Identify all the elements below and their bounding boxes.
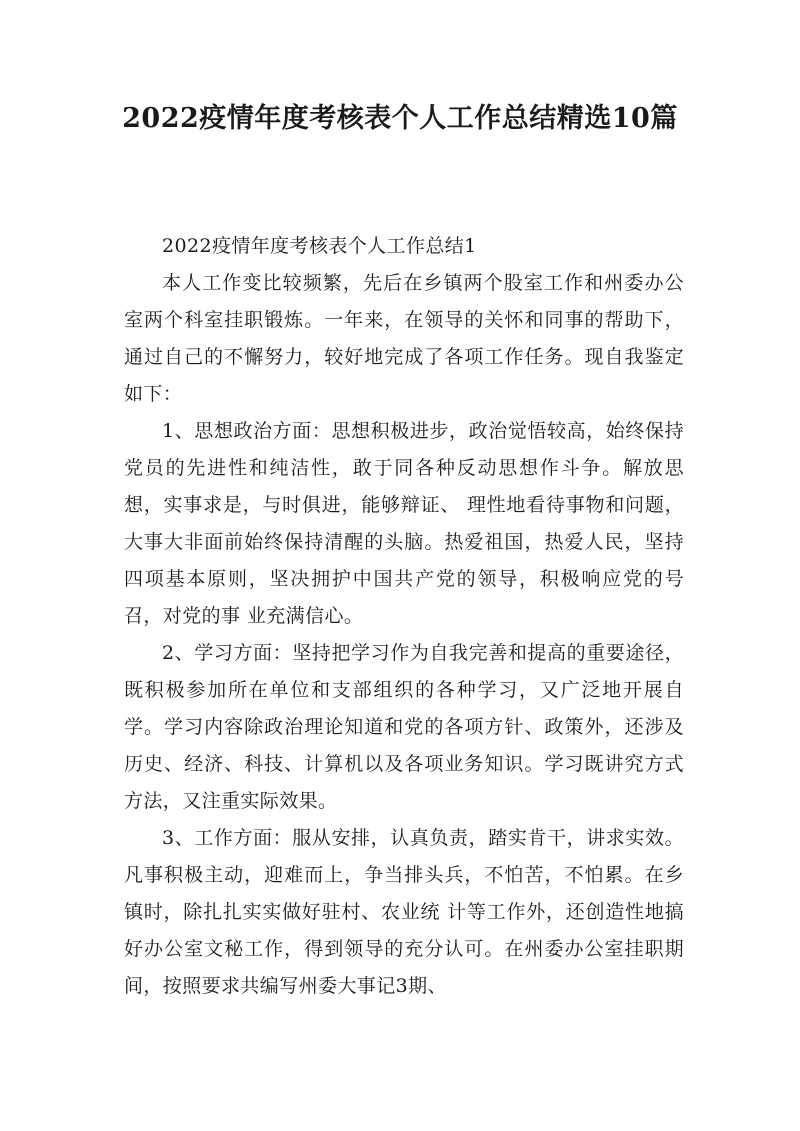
paragraph-political: 1、思想政治方面：思想积极进步，政治觉悟较高，始终保持党员的先进性和纯洁性，敢于同各种反动思想作斗争。解放思想，实事求是，与时俱进，能够辩证、 理性地看待事物和问题，大事大非面前始终保持清醒的头脑。热爱祖国，热爱人民，坚持四项基本原则，坚决拥护中国共产党的领导，积极响应党的号召，对党的事 业充满信心。 [124, 420, 684, 627]
section-heading: 2022疫情年度考核表个人工作总结1 [162, 235, 477, 257]
paragraph-intro: 本人工作变比较频繁，先后在乡镇两个股室工作和州委办公室两个科室挂职锻炼。一年来，在领导的关怀和同事的帮助下，通过自己的不懈努力，较好地完成了各项工作任务。现自我鉴定如下： [124, 272, 684, 405]
paragraph-work: 3、工作方面：服从安排，认真负责，踏实肯干，讲求实效。凡事积极主动，迎难而上，争当排头兵，不怕苦，不怕累。在乡镇时，除扎扎实实做好驻村、农业统 计等工作外，还创造性地搞好办公室文秘工作，得到领导的充分认可。在州委办公室挂职期间，按照要求共编写州委大事记3期、 [124, 827, 684, 997]
paragraph-study: 2、学习方面：坚持把学习作为自我完善和提高的重要途径，既积极参加所在单位和支部组织的各种学习，又广泛地开展自学。学习内容除政治理论知道和党的各项方针、政策外，还涉及历史、经济、科技、计算机以及各项业务知识。学习既讲究方式方法，又注重实际效果。 [124, 642, 684, 812]
document-body [124, 228, 684, 1005]
document-title: 2022疫情年度考核表个人工作总结精选10篇 [122, 103, 678, 134]
